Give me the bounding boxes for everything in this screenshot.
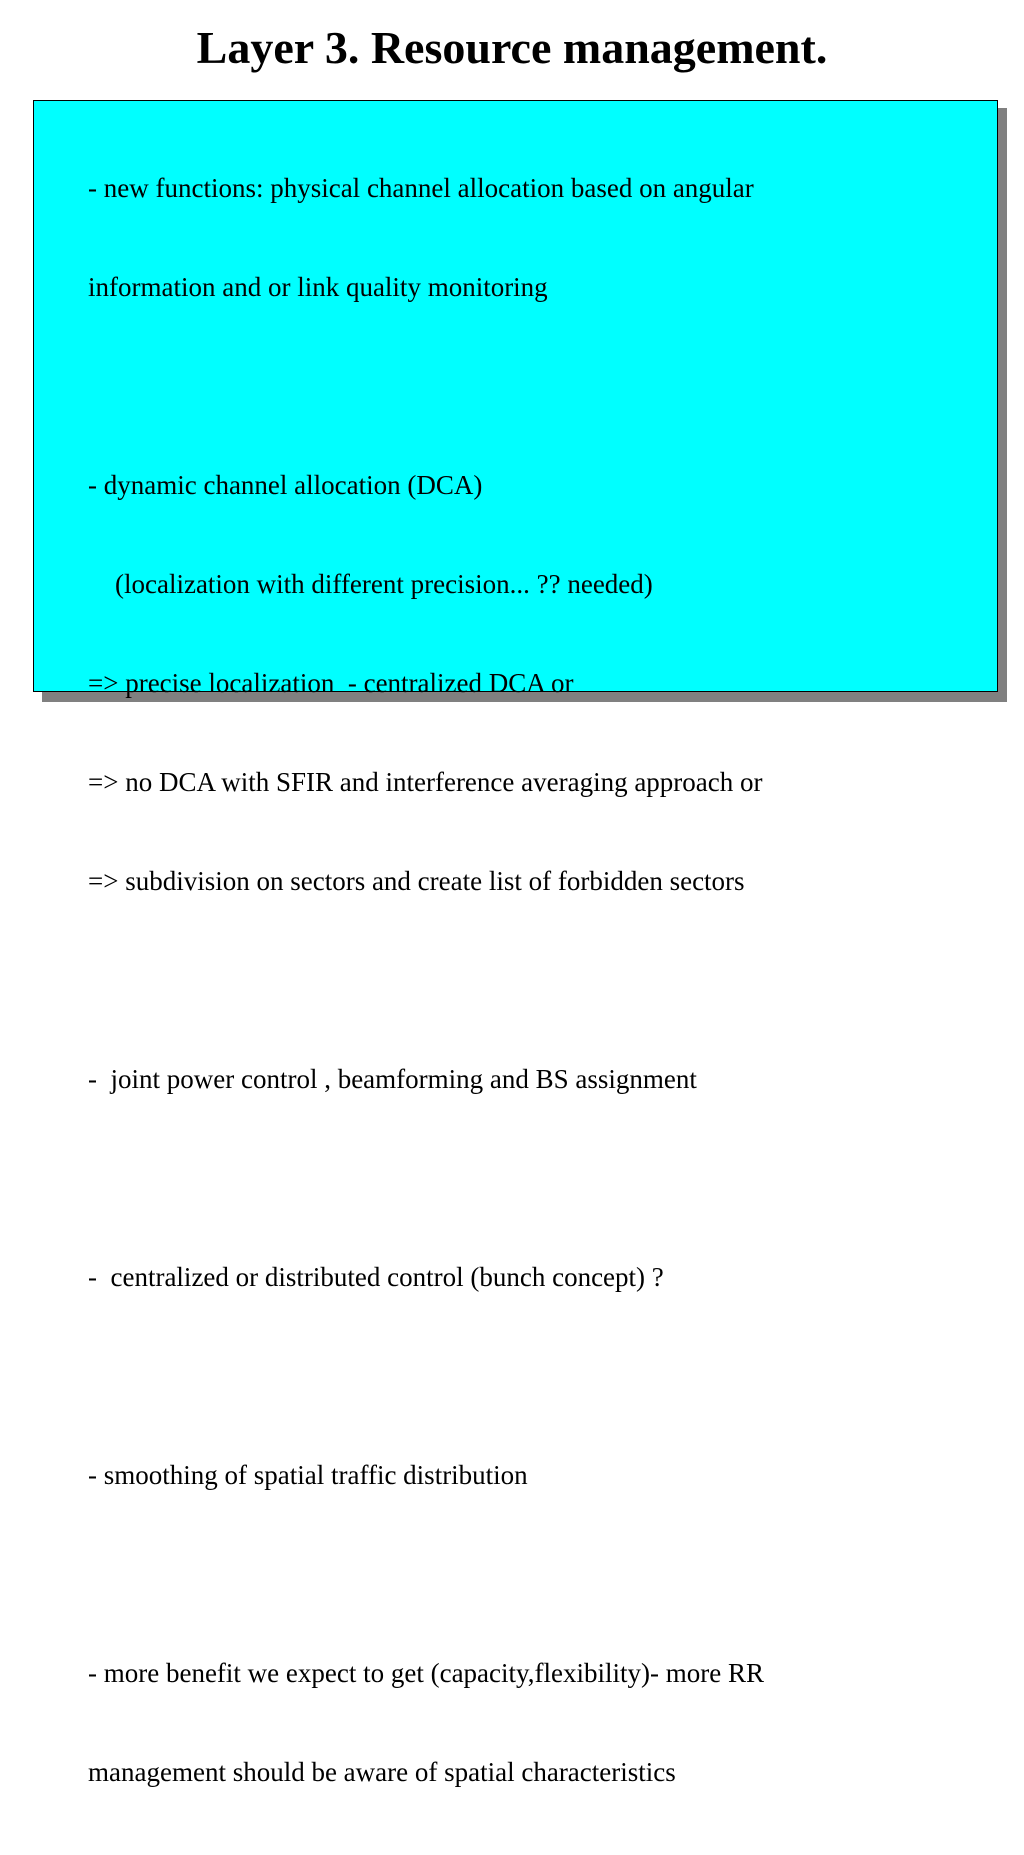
text-line: => subdivision on sectors and create list of forbidden sectors (88, 866, 745, 896)
text-line: management should be aware of spatial characteristics (88, 1757, 676, 1787)
text-line: information and or link quality monitoring (88, 272, 548, 302)
text-line: - dynamic channel allocation (DCA) (88, 470, 483, 500)
text-line: - joint power control , beamforming and BS assignment (88, 1064, 697, 1094)
content-box (33, 100, 998, 1787)
text-line: - more benefit we expect to get (capacity,flexibility)- more RR (88, 1658, 764, 1688)
text-line: => precise localization - centralized DCA or (88, 668, 574, 698)
slide-title: Layer 3. Resource management. (196, 22, 828, 73)
text-line: - new functions: physical channel allocation based on angular (88, 173, 754, 203)
paragraph-new-functions (88, 106, 988, 370)
text-line: => no DCA with SFIR and interference averaging approach or (88, 767, 763, 797)
paragraph-dca (88, 403, 988, 964)
paragraph-spacer (88, 370, 988, 403)
text-line: - smoothing of spatial traffic distribution (88, 1460, 528, 1490)
bullet-list (88, 106, 988, 1855)
paragraph-spacer (88, 1162, 988, 1195)
text-line: - centralized or distributed control (bunch concept) ? (88, 1262, 664, 1292)
text-line: (localization with different precision... ?? needed) (88, 569, 653, 599)
paragraph-joint-power-control (88, 997, 988, 1162)
paragraph-spacer (88, 1558, 988, 1591)
paragraph-control (88, 1195, 988, 1360)
paragraph-benefit (88, 1591, 988, 1855)
paragraph-spacer (88, 964, 988, 997)
paragraph-spacer (88, 1360, 988, 1393)
paragraph-smoothing (88, 1393, 988, 1558)
